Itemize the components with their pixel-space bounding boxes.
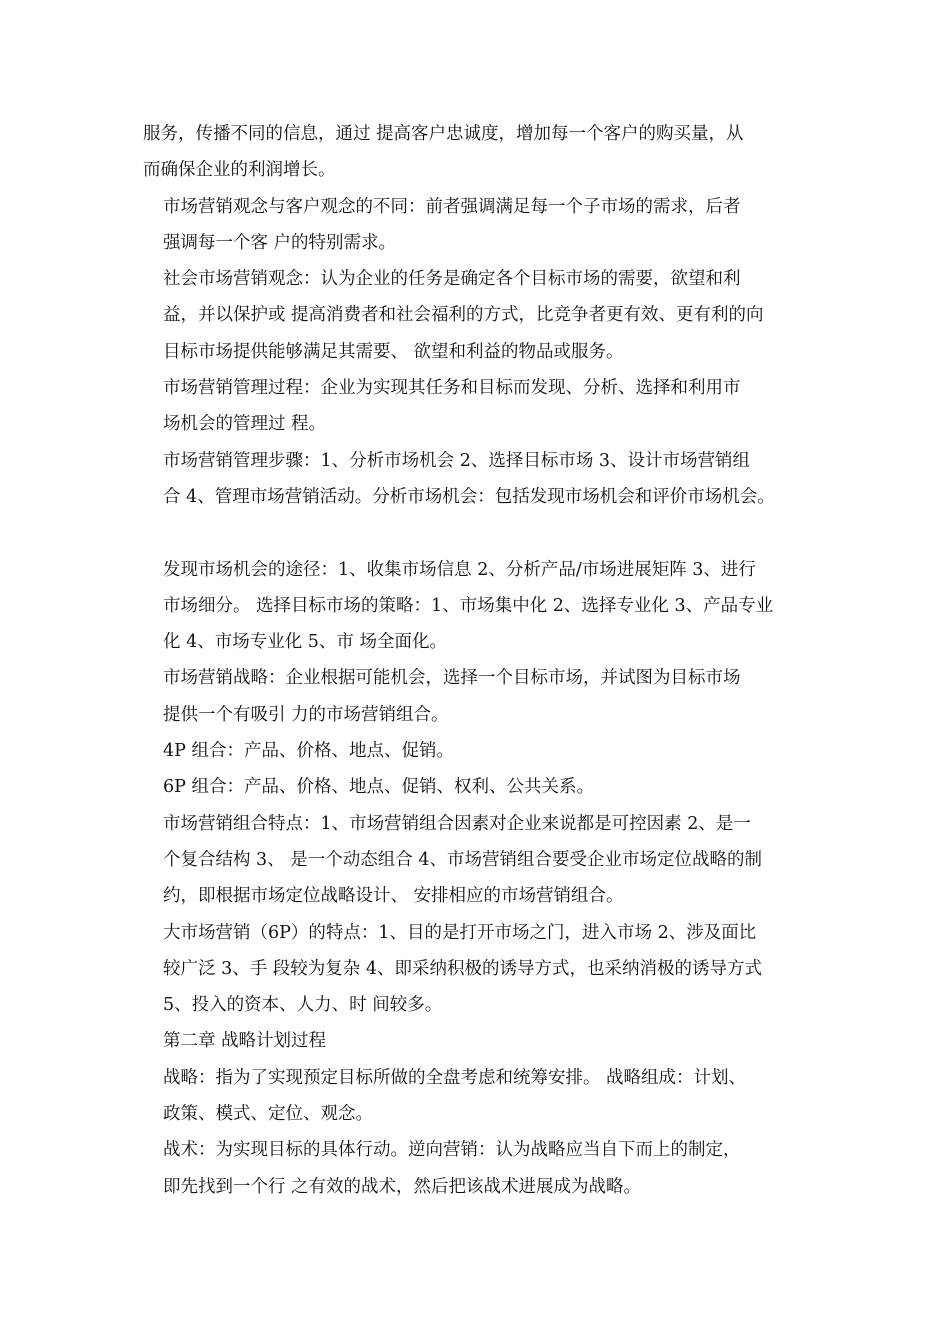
text-line: 市场营销观念与客户观念的不同：前者强调满足每一个子市场的需求，后者: [163, 196, 741, 217]
text-line: 强调每一个客 户的特别需求。: [163, 232, 397, 253]
paragraph: [143, 1060, 811, 1133]
chapter-heading: [143, 1023, 811, 1059]
text-line: 大市场营销（6P）的特点：1、目的是打开市场之门，进入市场 2、涉及面比: [163, 922, 757, 943]
text-line: 合 4、管理市场营销活动。分析市场机会：包括发现市场机会和评价市场机会。: [163, 486, 775, 507]
text-line: 第二章 战略计划过程: [163, 1031, 327, 1052]
text-line: 服务，传播不同的信息，通过 提高客户忠诚度，增加每一个客户的购买量，从: [143, 124, 744, 144]
text-line: 较广泛 3、手 段较为复杂 4、即采纳积极的诱导方式，也采纳消极的诱导方式: [163, 958, 762, 979]
text-line: 战略：指为了实现预定目标所做的全盘考虑和统筹安排。 战略组成：计划、: [163, 1067, 747, 1088]
text-line: 5、投入的资本、人力、时 间较多。: [163, 995, 443, 1016]
blank-line: [143, 515, 811, 551]
text-line: 市场细分。 选择目标市场的策略：1、市场集中化 2、选择专业化 3、产品专业: [163, 595, 774, 616]
paragraph: [143, 189, 811, 262]
paragraph: [143, 443, 811, 516]
document-body: [143, 116, 811, 1205]
paragraph: [143, 1132, 811, 1205]
text-line: 而确保企业的利润增长。: [143, 160, 336, 181]
paragraph: [143, 769, 811, 805]
paragraph: [143, 660, 811, 733]
text-line: 化 4、市场专业化 5、市 场全面化。: [163, 632, 447, 653]
text-line: 市场营销战略：企业根据可能机会，选择一个目标市场，并试图为目标市场: [163, 668, 741, 689]
text-line: 战术：为实现目标的具体行动。逆向营销：认为战略应当自下而上的制定，: [163, 1140, 741, 1161]
text-line: 场机会的管理过 程。: [163, 414, 327, 435]
paragraph: [143, 116, 811, 189]
paragraph: [143, 733, 811, 769]
paragraph: [143, 806, 811, 915]
text-line: 益，并以保护或 提高消费者和社会福利的方式，比竞争者更有效、更有利的向: [163, 305, 764, 326]
text-line: 市场营销管理步骤：1、分析市场机会 2、选择目标市场 3、设计市场营销组: [163, 450, 751, 471]
text-line: 约，即根据市场定位战略设计、 安排相应的市场营销组合。: [163, 886, 624, 907]
text-line: 个复合结构 3、 是一个动态组合 4、市场营销组合要受企业市场定位战略的制: [163, 849, 762, 870]
text-line: 社会市场营销观念：认为企业的任务是确定各个目标市场的需要，欲望和利: [163, 269, 741, 290]
text-line: 发现市场机会的途径：1、收集市场信息 2、分析产品/市场进展矩阵 3、进行: [163, 559, 756, 580]
text-line: 即先找到一个行 之有效的战术，然后把该战术进展成为战略。: [163, 1176, 642, 1197]
text-line: 提供一个有吸引 力的市场营销组合。: [163, 704, 449, 725]
text-line: 4P 组合：产品、价格、地点、促销。: [163, 741, 454, 762]
text-line: 市场营销管理过程：企业为实现其任务和目标而发现、分析、选择和利用市: [163, 378, 741, 399]
paragraph: [143, 915, 811, 1024]
paragraph: [143, 552, 811, 661]
text-line: 6P 组合：产品、价格、地点、促销、权利、公共关系。: [163, 777, 594, 798]
text-line: 目标市场提供能够满足其需要、 欲望和利益的物品或服务。: [163, 341, 624, 362]
text-line: 政策、模式、定位、观念。: [163, 1104, 373, 1125]
paragraph: [143, 370, 811, 443]
paragraph: [143, 261, 811, 370]
text-line: 市场营销组合特点：1、市场营销组合因素对企业来说都是可控因素 2、是一: [163, 813, 751, 834]
